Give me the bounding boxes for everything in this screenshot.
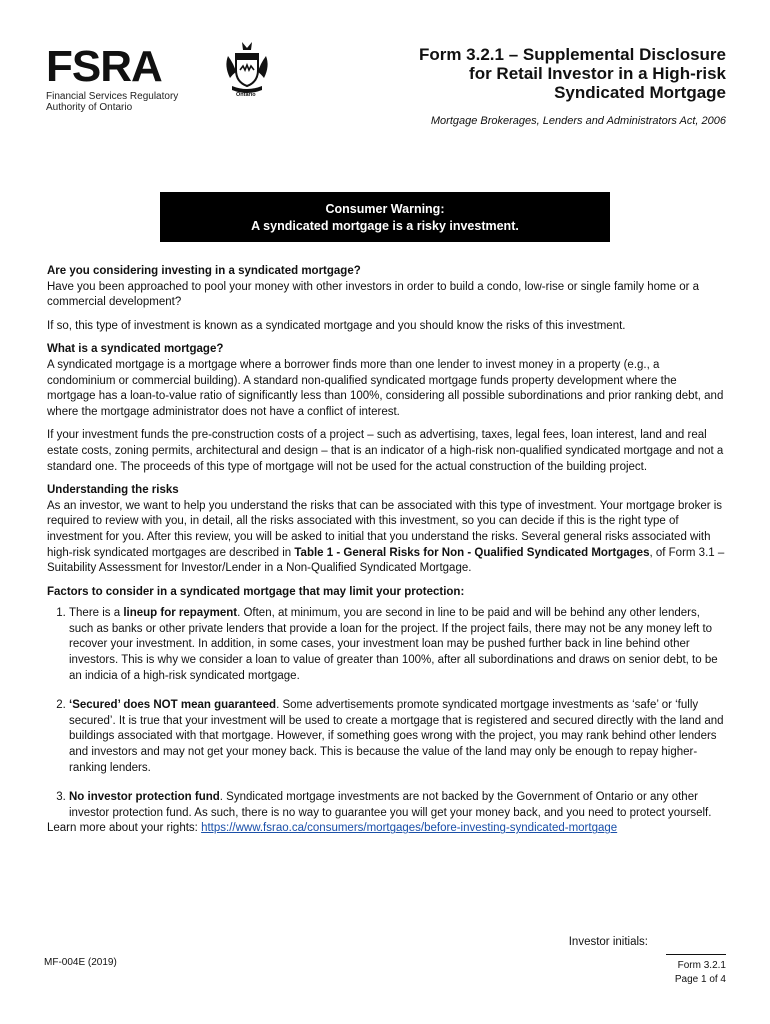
title-line-1: Form 3.2.1 – Supplemental Disclosure xyxy=(418,45,726,64)
factor-2-text: . Some advertisements promote syndicated mortgage investments as ‘safe’ or ‘fully secured’. It is true that your investment will be used to create a mortgage that is registered and secured directly with the land and buildings associated with that mortgage. However, if something goes wrong with the project, you may rank behind other lenders and investors and may not get your money back. This is because the value of the land may only be enough to repay higher-ranking lenders. xyxy=(69,699,724,774)
intro-paragraph-1: Have you been approached to pool your money with other investors in order to build a condo, low-rise or single family home or a commercial development? xyxy=(47,280,700,309)
fsra-logo-subtitle-1: Financial Services Regulatory xyxy=(46,91,179,102)
crest-label: Ontario xyxy=(236,92,256,98)
risks-table-reference: Table 1 - General Risks for Non - Qualified Syndicated Mortgages xyxy=(294,546,650,559)
factor-item-3 xyxy=(69,790,727,821)
factor-3-title: No investor protection fund xyxy=(69,791,220,804)
risks-text-end: , of Form 3.1 – Suitability Assessment for Investor/Lender in a Non-Qualified Syndicated Mortgage. xyxy=(47,546,725,575)
factor-2-title: ‘Secured’ does NOT mean guaranteed xyxy=(69,699,277,712)
factors-list xyxy=(47,606,727,821)
warning-line-1: Consumer Warning: xyxy=(325,202,445,216)
intro-heading: Are you considering investing in a syndicated mortgage? xyxy=(47,265,361,277)
fsra-rights-link[interactable]: https://www.fsrao.ca/consumers/mortgages/before-investing-syndicated-mortgage xyxy=(201,822,618,835)
page-number: Page 1 of 4 xyxy=(674,974,726,985)
form-code: MF-004E (2019) xyxy=(44,957,117,968)
factor-1-title: lineup for repayment xyxy=(123,607,238,620)
fsra-logo-subtitle-2: Authority of Ontario xyxy=(46,102,133,113)
factor-1-pre: There is a xyxy=(69,607,124,620)
title-line-2: for Retail Investor in a High-risk xyxy=(469,64,726,83)
factor-3-text: . Syndicated mortgage investments are not backed by the Government of Ontario or any other investor protection fund. As such, there is no way to guarantee you will get your money back, and you need to protect yourself. xyxy=(69,791,712,819)
learn-more xyxy=(47,821,727,837)
title-line-3: Syndicated Mortgage xyxy=(554,83,726,102)
risks-heading: Understanding the risks xyxy=(47,484,179,497)
what-paragraph-2: If your investment funds the pre-construction costs of a project – such as advertising, taxes, legal fees, loan interest, land and real estate costs, zoning permits, architectural and design – that is an indicator of a high-risk non-qualified syndicated mortgage and not a standard one. The proceeds of this type of mortgage will not be used for the actual construction of the building project. xyxy=(47,429,724,473)
learn-more-label: Learn more about your rights: xyxy=(47,822,202,835)
form-title xyxy=(419,45,726,102)
factors-heading: Factors to consider in a syndicated mortgage that may limit your protection: xyxy=(47,585,465,598)
factor-item-1 xyxy=(69,606,727,684)
fsra-logo-text: FSRA xyxy=(46,42,162,91)
investor-initials-field[interactable] xyxy=(666,954,726,955)
risks-paragraph xyxy=(47,499,727,577)
footer-form-label: Form 3.2.1 xyxy=(677,960,726,971)
risks-text-start: As an investor, we want to help you understand the risks that can be associated with this type of investment. Your mortgage broker is required to review with you, in detail, all the risks associated with this investment, so you can decide if this is the right type of investment for you. After this review, you will be asked to initial that you understand the risks. Several general risks associated with high-risk syndicated mortgages are described in xyxy=(47,499,723,559)
investor-initials-label: Investor initials: xyxy=(568,936,648,948)
what-heading: What is a syndicated mortgage? xyxy=(47,343,224,356)
page-footer xyxy=(675,959,726,987)
what-paragraph-1: A syndicated mortgage is a mortgage where a borrower finds more than one lender to invest money in a property (e.g., a condominium or commercial building). A standard non-qualified syndicated mortgage funds property development where the mortgage has a loan-to-value ratio of significantly less than 100%, considering all possible subordinations and prior ranking debt, and where the mortgage administrator does not have a conflict of interest. xyxy=(47,358,724,418)
consumer-warning-box xyxy=(160,192,610,242)
factor-1-text: . Often, at minimum, you are second in line to be paid and will be behind any other lenders, such as banks or other private lenders that provide a loan for the project. If the project fails, there may not be any money left to recover your investment. In addition, in some cases, your investment loan may be pushed further back in line behind other investors. This is why we consider a loan to value of greater than 100%, after all subordinations and draws on senior debt, to be an indicia of a high-risk syndicated mortgage. xyxy=(69,607,718,682)
fsra-logo xyxy=(46,42,179,113)
act-subtitle: Mortgage Brokerages, Lenders and Administrators Act, 2006 xyxy=(430,115,726,127)
factor-item-2 xyxy=(69,698,727,776)
document-body xyxy=(47,264,727,837)
intro-paragraph-2: If so, this type of investment is known as a syndicated mortgage and you should know the risks of this investment. xyxy=(47,319,626,332)
warning-line-2: A syndicated mortgage is a risky investment. xyxy=(251,219,519,233)
